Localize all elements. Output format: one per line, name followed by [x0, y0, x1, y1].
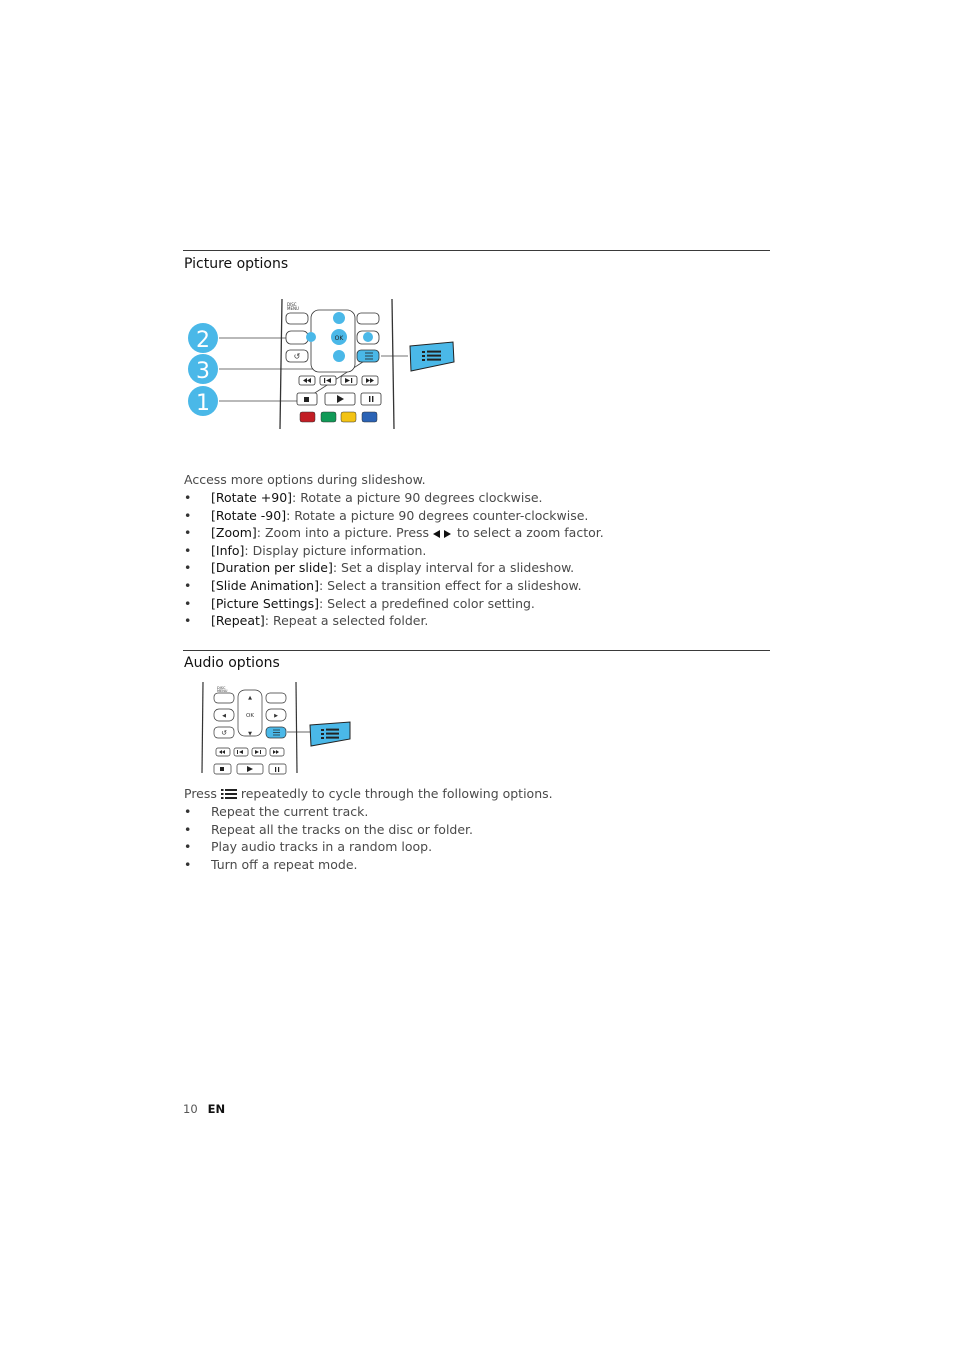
picture-options-list: [184, 489, 604, 630]
page-number: 10: [183, 1102, 198, 1116]
picture-options-heading: Picture options: [184, 256, 289, 272]
svg-text:◀: ◀: [222, 713, 226, 719]
audio-options-list: [184, 803, 473, 873]
svg-text:DISC: DISC: [217, 686, 226, 690]
section-divider-audio: [183, 650, 770, 651]
option-desc: : Repeat a selected folder.: [264, 613, 429, 629]
option-term: [Slide Animation]: [211, 577, 319, 593]
svg-text:1: 1: [196, 391, 210, 416]
audio-options-intro: [184, 786, 553, 801]
option-term: [Repeat]: [211, 613, 265, 629]
list-item: • Repeat the current track.: [184, 804, 369, 819]
svg-text:MENU: MENU: [217, 689, 228, 693]
audio-intro-after: repeatedly to cycle through the following options.: [236, 786, 553, 801]
list-item: • Play audio tracks in a random loop.: [184, 839, 433, 855]
svg-text:DISC: DISC: [287, 302, 297, 307]
svg-text:OK: OK: [246, 713, 254, 719]
svg-text:2: 2: [196, 328, 210, 353]
option-term: [Picture Settings]: [211, 595, 319, 611]
language-code: EN: [207, 1102, 226, 1116]
callout-2: [188, 323, 218, 353]
list-item: • [Rotate +90]: Rotate a picture 90 degrees clockwise.: [184, 490, 543, 505]
option-desc: : Rotate a picture 90 degrees clockwise.: [292, 490, 543, 505]
list-item: • [Repeat]: Repeat a selected folder.: [184, 613, 429, 629]
audio-intro-before: Press: [184, 786, 221, 801]
up-icon: [333, 312, 345, 324]
list-item: • [Picture Settings]: Select a predefined color setting.: [184, 595, 535, 611]
svg-text:3: 3: [196, 359, 210, 384]
svg-text:OK: OK: [334, 335, 344, 342]
audio-options-heading: Audio options: [184, 655, 280, 671]
option-button-enlarged-icon: [410, 342, 454, 371]
list-item: • [Slide Animation]: Select a transition effect for a slideshow.: [184, 577, 582, 593]
list-item: • [Rotate -90]: Rotate a picture 90 degrees counter-clockwise.: [184, 507, 589, 523]
option-list-icon: [221, 788, 237, 800]
list-item: • [Zoom]: Zoom into a picture. Press to select a zoom factor.: [184, 525, 604, 541]
option-term: [Zoom]: [211, 525, 257, 541]
picture-remote-figure: [183, 296, 473, 432]
nav-pad: [311, 310, 355, 372]
picture-options-intro: Access more options during slideshow.: [184, 472, 426, 487]
svg-text:▲: ▲: [248, 695, 252, 701]
callout-1: [188, 386, 218, 416]
option-desc: : Rotate a picture 90 degrees counter-clockwise.: [286, 507, 589, 523]
option-term: [Rotate +90]: [211, 490, 293, 505]
left-right-arrows-icon: [433, 529, 453, 539]
down-icon: [333, 350, 345, 362]
list-item: • Turn off a repeat mode.: [184, 856, 358, 872]
callout-3: [188, 354, 218, 384]
option-desc: : Zoom into a picture. Press: [256, 525, 434, 541]
option-button-enlarged-icon: [310, 722, 350, 746]
option-desc: : Select a transition effect for a slideshow.: [318, 577, 582, 593]
svg-text:↺: ↺: [221, 729, 227, 737]
option-desc: : Select a predefined color setting.: [318, 595, 535, 611]
list-item: • [Info]: Display picture information.: [184, 542, 427, 558]
list-item: • Repeat all the tracks on the disc or folder.: [184, 821, 474, 837]
svg-text:MENU: MENU: [287, 306, 299, 311]
page-footer: [183, 1102, 225, 1116]
right-icon: [363, 332, 373, 342]
audio-remote-figure: [200, 681, 355, 775]
section-divider-picture: [183, 250, 770, 251]
option-desc: : Display picture information.: [244, 542, 427, 558]
option-term: [Duration per slide]: [211, 560, 333, 576]
option-term: [Info]: [211, 542, 245, 558]
svg-text:▼: ▼: [248, 731, 252, 737]
svg-text:↺: ↺: [293, 352, 301, 361]
option-term: [Rotate -90]: [211, 507, 287, 523]
option-desc: : Set a display interval for a slideshow.: [332, 560, 575, 576]
option-desc-suffix: to select a zoom factor.: [453, 525, 604, 541]
svg-text:▶: ▶: [274, 713, 278, 719]
left-icon: [306, 332, 316, 342]
list-item: • [Duration per slide]: Set a display interval for a slideshow.: [184, 560, 575, 576]
